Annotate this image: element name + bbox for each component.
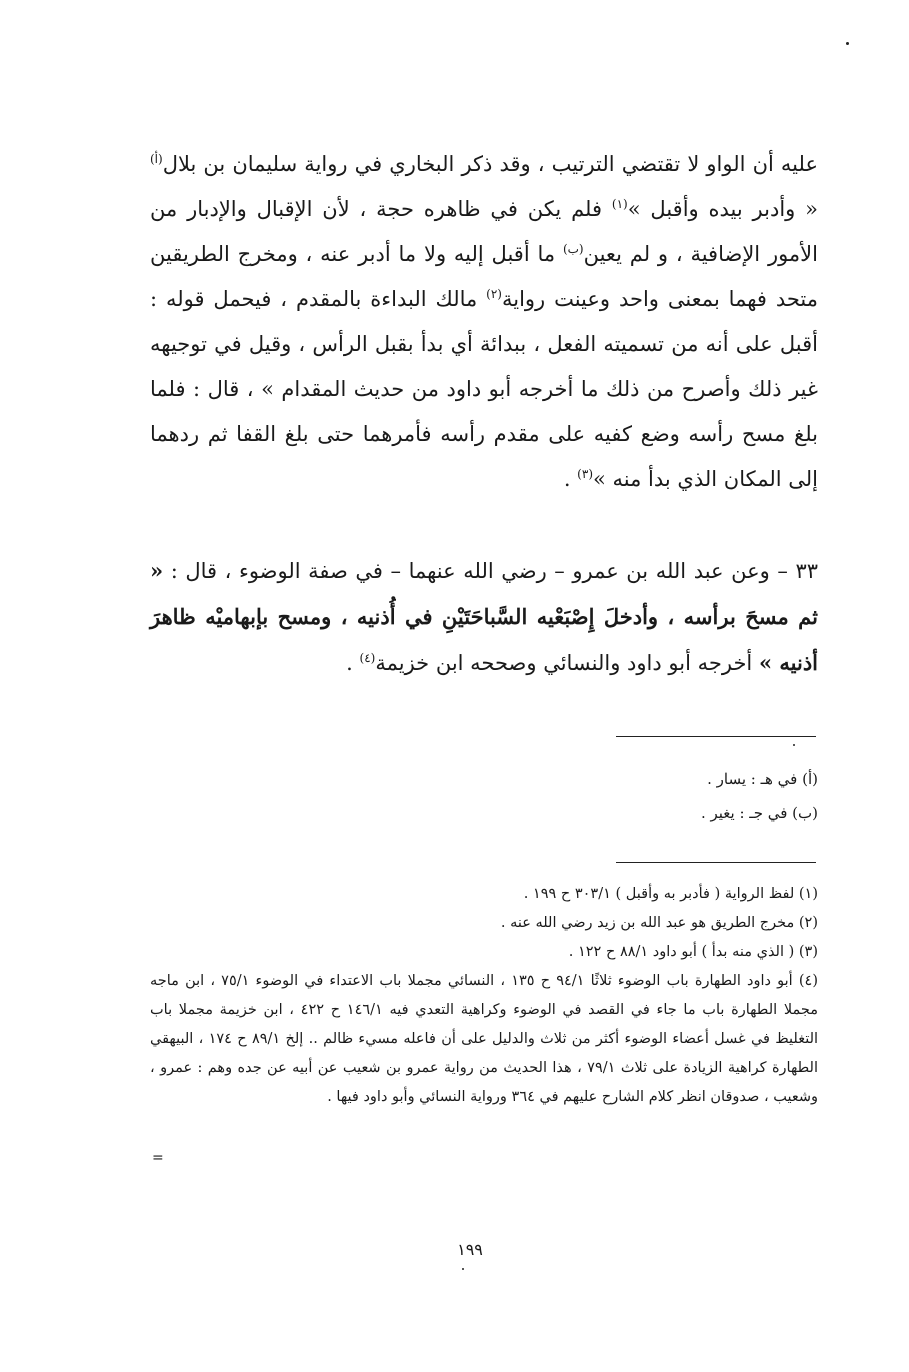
main-commentary-text: [150, 142, 818, 502]
variant-mark: (أ): [150, 152, 163, 166]
footnote-2: (٢) مخرج الطريق هو عبد الله بن زيد رضي الله عنه .: [500, 915, 818, 931]
hadith-end: .: [346, 651, 360, 675]
footnote-4: (٤) أبو داود الطهارة باب الوضوء ثلاثًا ٩٤/١ ح ١٣٥ ، النسائي مجملا باب الاعتداء في الوضوء ٧٥/١ ، ابن ماجه مجملا الطهارة باب ما جاء في القصد في الوضوء وكراهية التعدي فيه ١٤٦/١ ح ٤٢٢ ، ابن خزيمة مجملا باب التغليظ في غسل أعضاء الوضوء أكثر من ثلاث والدليل على أن فاعله مسيء ظالم .. إلخ ٨٩/١ ح ١٧٤ ، البيهقي الطهارة كراهية الزيادة على ثلاث ٧٩/١ ، هذا الحديث من رواية عمرو بن شعيب عن أبيه عن جده وهم : عمرو ، وشعيب ، صدوقان انظر كلام الشارح عليهم في ٣٦٤ ورواية النسائي وأبو داود فيها .: [150, 973, 819, 1105]
speck-mark: [846, 42, 849, 45]
commentary-paragraph: [150, 142, 818, 502]
hadith-text-bold: « ثم مسحَ برأسه ، وأدخلَ إِصْبَعْيه السَّباحَتَيْنِ في أُذنيه ، ومسح بإبهاميْه ظاهرَ أذنيه »: [150, 558, 818, 675]
variant-notes: [400, 762, 818, 830]
hadith-intro: ٣٣ – وعن عبد الله بن عمرو – رضي الله عنهما – في صفة الوضوء ، قال :: [170, 559, 818, 583]
footnote-mark: (٢): [486, 287, 502, 301]
text-run: عليه أن الواو لا تقتضي الترتيب ، وقد ذكر البخاري في رواية سليمان بن بلال: [162, 152, 818, 176]
variants-separator: [616, 736, 816, 737]
footnote-mark: (٣): [577, 467, 593, 481]
hadith-tail: أخرجه أبو داود والنسائي وصححه ابن خزيمة: [375, 651, 759, 675]
hadith-paragraph: [150, 548, 818, 686]
text-run: ما أقبل إليه ولا ما أدبر عنه ، ومخرج الطريقين متحد فهما بمعنى واحد وعينت رواية: [150, 242, 819, 311]
variant-note: (أ) في هـ : يسار .: [707, 770, 818, 788]
footnote-mark: (١): [611, 197, 628, 211]
speck-mark: [793, 744, 795, 746]
hadith-block: [150, 548, 818, 686]
text-run: فلم يكن في ظاهره حجة ، لأن الإقبال والإدبار من الأمور الإضافية ، و لم يعين: [150, 197, 818, 266]
footnote-1: (١) لفظ الرواية ( فأدبر به وأقبل ) ٣٠٣/١ ح ١٩٩ .: [523, 886, 818, 902]
continuation-mark: =: [152, 1150, 164, 1166]
footnote-mark: (٤): [359, 651, 376, 665]
quoted-phrase: « وأدبر بيده وأقبل »: [627, 197, 819, 221]
footnotes-separator: [616, 862, 816, 863]
page-number: ١٩٩: [457, 1240, 483, 1259]
speck-mark: [462, 1268, 464, 1270]
variant-note: (ب) في جـ : يغير .: [700, 804, 818, 822]
text-run: .: [563, 467, 578, 491]
variant-mark: (ب): [562, 242, 584, 256]
footnote-3: (٣) ( الذي منه بدأ ) أبو داود ٨٨/١ ح ١٢٢ .: [568, 944, 818, 960]
footnotes: [150, 880, 818, 1112]
text-run: مالك البداءة بالمقدم ، فيحمل قوله : أقبل على أنه من تسميته الفعل ، ببدائة أي بدأ بقبل الرأس ، وقيل في توجيهه غير ذلك وأصرح من ذلك ما أخرجه أبو داود من حديث المقدام » ، قال : فلما بلغ مسح رأسه وضع كفيه على مقدم رأسه فأمرهما حتى بلغ القفا ثم ردهما إلى المكان الذي بدأ منه »: [150, 287, 818, 491]
